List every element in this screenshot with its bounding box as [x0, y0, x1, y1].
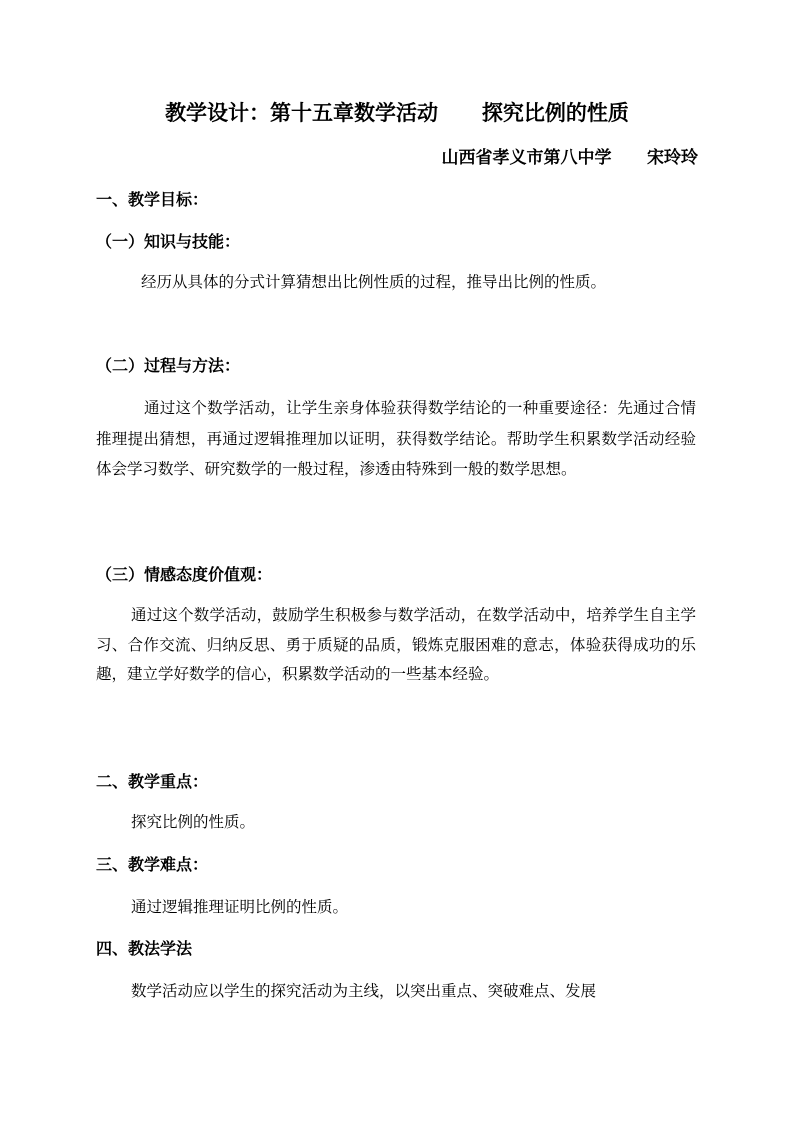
section-heading-objectives: 一、教学目标： — [96, 190, 209, 209]
paragraph-methods: 数学活动应以学生的探究活动为主线，以突出重点、突破难点、发展 — [131, 982, 597, 1000]
paragraph-difficulty: 通过逻辑推理证明比例的性质。 — [131, 898, 349, 916]
paragraph-attitude: 通过这个数学活动，鼓励学生积极参与数学活动，在数学活动中，培养学生自主学习、合作交流、归纳反思、勇于质疑的品质，锻炼克服困难的意志，体验获得成功的乐趣，建立学好数学的信心，积累数学活动的一些基本经验。 — [96, 606, 696, 683]
document-title: 教学设计：第十五章数学活动 探究比例的性质 — [165, 101, 629, 125]
author-line: 山西省孝义市第八中学 宋玲玲 — [441, 148, 698, 168]
section-heading-key-point: 二、教学重点： — [96, 772, 209, 791]
paragraph-knowledge: 经历从具体的分式计算猜想出比例性质的过程，推导出比例的性质。 — [141, 273, 607, 291]
paragraph-process: 通过这个数学活动，让学生亲身体验获得数学结论的一种重要途径：先通过合情推理提出猜想，再通过逻辑推理加以证明，获得数学结论。帮助学生积累数学活动经验体会学习数学、研究数学的一般过程，渗透由特殊到一般的数学思想。 — [96, 399, 696, 478]
subsection-heading-attitude: （三）情感态度价值观： — [96, 565, 273, 584]
paragraph-key-point: 探究比例的性质。 — [131, 813, 256, 831]
subsection-heading-process: （二）过程与方法： — [96, 356, 241, 375]
section-heading-methods: 四、教法学法 — [96, 939, 193, 958]
subsection-heading-knowledge: （一）知识与技能： — [96, 232, 241, 251]
section-heading-difficulty: 三、教学难点： — [96, 855, 209, 874]
